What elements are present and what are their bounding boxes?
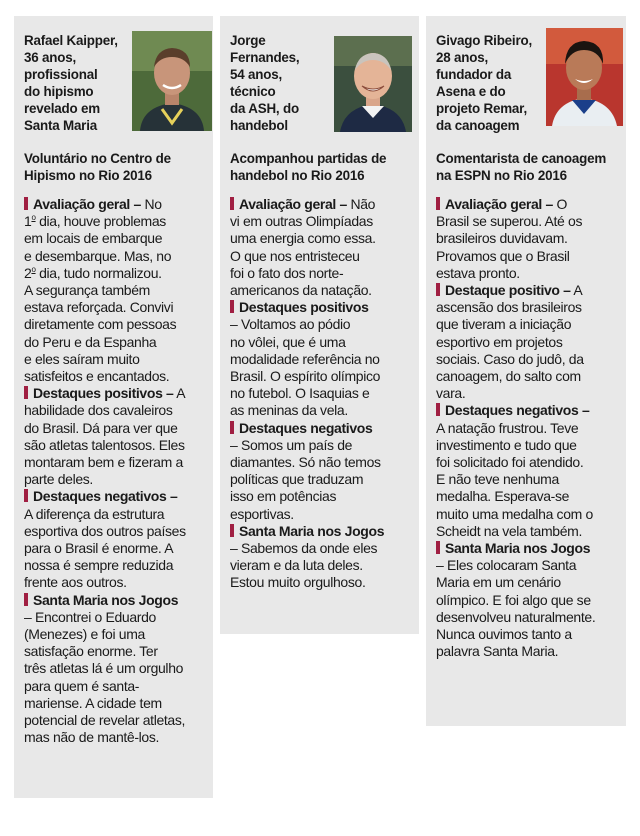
section-marker — [230, 421, 234, 434]
section-destaques-negativos: Destaques negativos – A natação frustrou. Teve investimento e tudo que foi solicitado foi atendido. E não teve nenhuma medalha. Esperava-se muito uma medalha com o Scheidt na vela também. — [436, 402, 593, 539]
section-destaques-positivos: Destaques positivos – A habilidade dos cavaleiros do Brasil. Dá para ver que são atletas talentosos. Eles montaram bem e fizeram a parte deles. — [24, 385, 186, 488]
section-avaliacao-geral: Avaliação geral – Não vi em outras Olimpíadas uma energia como essa. O que nos entristeceu foi o fato dos norte- americanos da natação. — [230, 196, 376, 299]
portrait-photo — [546, 28, 623, 126]
section-avaliacao-geral: Avaliação geral – O Brasil se superou. Até os brasileiros duvidavam. Provamos que o Brasil estava pronto. — [436, 196, 583, 281]
section-marker — [230, 197, 234, 210]
person-header: Rafael Kaipper, 36 anos, profissional do hipismo revelado em Santa Maria — [24, 33, 118, 133]
interview-body — [436, 196, 620, 660]
section-marker — [230, 300, 234, 313]
section-destaques-positivos: Destaques positivos – Voltamos ao pódio no vôlei, que é uma modalidade referência no Brasil. O espírito olímpico no futebol. O Isaquias e as meninas da vela. — [230, 299, 381, 419]
section-marker — [24, 593, 28, 606]
interview-body — [230, 196, 414, 592]
person-header: Givago Ribeiro, 28 anos, fundador da Asena e do projeto Remar, da canoagem — [436, 33, 532, 133]
section-marker — [24, 197, 28, 210]
section-marker — [436, 541, 440, 554]
person-role: Acompanhou partidas de handebol no Rio 2016 — [230, 151, 387, 183]
profile-card-jorge — [220, 16, 419, 634]
section-marker — [24, 386, 28, 399]
section-marker — [436, 403, 440, 416]
person-role: Comentarista de canoagem na ESPN no Rio 2016 — [436, 151, 607, 183]
interview-body — [24, 196, 208, 747]
section-avaliacao-geral: Avaliação geral – No 1$^o$ dia, houve problemas em locais de embarque e desembarque. Mas, no 2$^o$ dia, tudo normalizou. A segurança também estava reforçada. Convivi diretamente com pessoas do Peru e da Espanha e eles saíram muito satisfeitos e encantados. — [24, 196, 177, 385]
profile-card-givago — [426, 16, 626, 726]
section-marker — [436, 283, 440, 296]
section-marker — [436, 197, 440, 210]
section-destaques-negativos: Destaques negativos – Somos um país de diamantes. Só não temos políticas que traduzam isso em potências esportivas. — [230, 419, 381, 522]
person-role: Voluntário no Centro de Hipismo no Rio 2016 — [24, 151, 171, 183]
section-santa-maria: Santa Maria nos Jogos – Sabemos da onde eles vieram e da luta deles. Estou muito orgulhoso. — [230, 522, 385, 591]
section-destaques-negativos: Destaques negativos – A diferença da estrutura esportiva dos outros países para o Brasil é enorme. A nossa é sempre reduzida frente aos outros. — [24, 488, 186, 591]
section-santa-maria: Santa Maria nos Jogos – Encontrei o Eduardo (Menezes) e foi uma satisfação enorme. Ter três atletas lá é um orgulho para quem é santa- mariense. A cidade tem potencial de revelar atletas, mas não de mantê-los. — [24, 591, 186, 746]
portrait-photo — [132, 31, 212, 131]
section-santa-maria: Santa Maria nos Jogos – Eles colocaram Santa Maria em um cenário olímpico. E foi algo que se desenvolveu naturalmente. Nunca ouvimos tanto a palavra Santa Maria. — [436, 540, 596, 660]
section-marker — [24, 489, 28, 502]
portrait-photo — [334, 36, 412, 132]
section-marker — [230, 524, 234, 537]
person-header: Jorge Fernandes, 54 anos, técnico da ASH, do handebol — [230, 33, 300, 133]
profile-card-rafael — [14, 16, 213, 798]
section-destaque-positivo: Destaque positivo – A ascensão dos brasileiros que tiveram a iniciação esportivo em projetos sociais. Caso do judô, da canoagem, do salto com vara. — [436, 282, 584, 402]
